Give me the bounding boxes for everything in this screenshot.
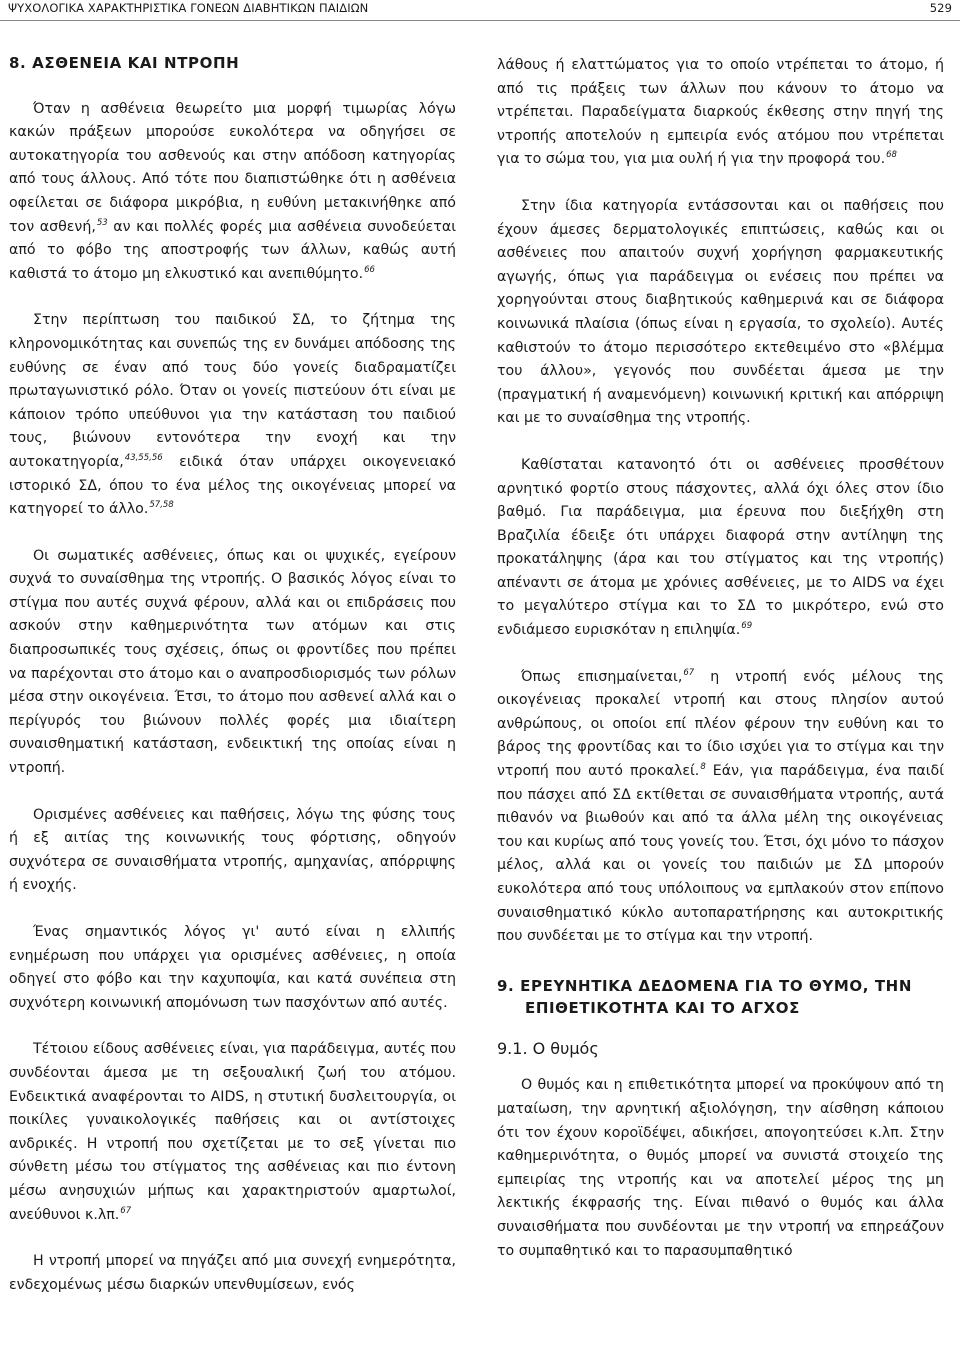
paragraph: Τέτοιου είδους ασθένειες είναι, για παράδειγμα, αυτές που συνδέονται άμεσα με τη σεξουαλική ζωή του ατόμου. Ενδεικτικά αναφέρονται το AIDS, η στυτική δυσλειτουργία, οι ποικίλες γυναικολογικές παθήσεις και οι αντίστοιχες ανδρικές. Η ντροπή που σχετίζεται με το σεξ γίνεται πιο σύνθετη μέσω του στίγματος της ασθένειας και πιο έντονη μέσω ανησυχιών μήπως και χαρακτηριστούν αμαρτωλοί, ανεύθυνοι κ.λπ.$^{67}$: [9, 1041, 456, 1223]
header-rule: [0, 20, 960, 21]
section-heading-8: 8. ΑΣΘΕΝΕΙΑ ΚΑΙ ΝΤΡΟΠΗ: [9, 54, 240, 72]
right-column: [497, 54, 944, 1286]
paragraph: Όπως επισημαίνεται,$^{67}$ η ντροπή ενός μέλους της οικογένειας προκαλεί ντροπή και στους πλησίον αυτού ανθρώπους, οι οποίοι επί πλέον φέρουν την ευθύνη και το βάρος της φροντίδας και το ίδιο ισχύει για το στίγμα και την ντροπή που αυτό προκαλεί.$^8$ Εάν, για παράδειγμα, ένα παιδί που πάσχει από ΣΔ εκτίθεται σε συναισθήματα ντροπής, αυτά πιθανόν να βιωθούν και από τα άλλα μέλη της οικογένειας του και κυρίως από τους γονείς του. Έτσι, όχι μόνο το πάσχον μέλος, αλλά και οι γονείς του παιδιών με ΣΔ μπορούν ευκολότερα από τους υπόλοιπους να εμπλακούν στον επίπονο συναισθηματικό κύκλο αυτοπαρατήρησης και αυτοκριτικής που συνδέεται με το στίγμα και την ντροπή.: [497, 667, 944, 945]
paragraph: Καθίσταται κατανοητό ότι οι ασθένειες προσθέτουν αρνητικό φορτίο στους πάσχοντες, αλλά όχι όλες στον ίδιο βαθμό. Για παράδειγμα, μια έρευνα που διεξήχθη στη Βραζιλία έδειξε ότι υπάρχει διαφορά στην αντίληψη της προκατάληψης (άρα και του στίγματος και της ντροπής) απέναντι σε άτομα με χρόνιες ασθένειες, με το AIDS να έχει το μεγαλύτερο στίγμα και το ΣΔ το μικρότερο, ενώ στο ενδιάμεσο ευρισκόταν η επιληψία.$^{69}$: [497, 456, 944, 639]
paragraph: Όταν η ασθένεια θεωρείτο μια μορφή τιμωρίας λόγω κακών πράξεων μπορούσε ευκολότερα να οδηγήσει σε αυτοκατηγορία του ασθενούς και στην απόδοση κατηγορίας από τους άλλους. Από τότε που διαπιστώθηκε ότι η ασθένεια οφείλεται σε διάφορα μικρόβια, η ευθύνη μετακινήθηκε από τον ασθενή,$^{53}$ αν και πολλές φορές μια ασθένεια συνοδεύεται από το φόβο της αποστροφής των άλλων, καθώς αυτή καθιστά το άτομο μη ελκυστικό και ανεπιθύμητο.$^{66}$: [9, 100, 456, 282]
paragraph: Ο θυμός και η επιθετικότητα μπορεί να προκύψουν από τη ματαίωση, την αρνητική αξιολόγηση, την αίσθηση κάποιου ότι τον έχουν κοροϊδέψει, αδικήσει, απογοητεύσει κ.λπ. Στην καθημερινότητα, ο θυμός μπορεί να συνιστά στοιχείο της εμπειρίας της ντροπής και να αποτελεί μέρος της μη λεκτικής έκφρασής της. Είναι πιθανό ο θυμός και άλλα συναισθήματα που συνδέονται με την ντροπή να επηρεάζουν το συμπαθητικό και το παρασυμπαθητικό: [497, 1077, 944, 1259]
paragraph: Ορισμένες ασθένειες και παθήσεις, λόγω της φύσης τους ή εξ αιτίας της κοινωνικής τους φόρτισης, οδηγούν συχνότερα σε συναισθήματα ντροπής, αμηχανίας, απόρριψης ή ενοχής.: [9, 806, 456, 894]
paragraph: Στην ίδια κατηγορία εντάσσονται και οι παθήσεις που έχουν άμεσες δερματολογικές επιπτώσεις, καθώς και οι ασθένειες που απαιτούν συχνή χορήγηση φαρμακευτικής αγωγής, όπως για παράδειγμα οι ενέσεις που πρέπει να χορηγούνται στους διαβητικούς καθημερινά και σε διάφορα κοινωνικά πλαίσια (όπως είναι η εργασία, το σχολείο). Αυτές καθιστούν το άτομο περισσότερο εκτεθειμένο στο «βλέμμα του άλλου», γεγονός που συνδέεται άμεσα με την (πραγματική ή αναμενόμενη) κοινωνική κριτική και απόρριψη και με το συναίσθημα της ντροπής.: [497, 197, 944, 427]
running-header: [0, 0, 960, 22]
citation-ref: 53: [96, 217, 108, 228]
citation-ref: 69: [741, 621, 753, 632]
left-column: [9, 52, 456, 1320]
subsection-heading-9-1: 9.1. Ο θυμός: [497, 1038, 599, 1058]
citation-ref: 43,55,56: [124, 452, 163, 463]
citation-ref: 68: [886, 150, 897, 161]
citation-ref: 57,58: [149, 500, 174, 511]
citation-ref: 67: [120, 1205, 132, 1216]
paragraph: Η ντροπή μπορεί να πηγάζει από μια συνεχή ενημερότητα, ενδεχομένως μέσω διαρκών υπενθυμίσεων, ενός: [9, 1253, 456, 1293]
paragraph: Στην περίπτωση του παιδικού ΣΔ, το ζήτημα της κληρονομικότητας και συνεπώς της εν δυνάμει απόδοσης της ευθύνης σε έναν από τους δύο γονείς διαδραματίζει πρωταγωνιστικό ρόλο. Όταν οι γονείς πιστεύουν ότι είναι με κάποιον τρόπο υπεύθυνοι για την κατάσταση του παιδιού τους, βιώνουν εντονότερα την ενοχή και την αυτοκατηγορία,$^{43,55,56}$ ειδικά όταν υπάρχει οικογενειακό ιστορικό ΣΔ, όπου το ένα μέλος της οικογένειας μπορεί να κατηγορεί το άλλο.$^{57,58}$: [9, 312, 456, 518]
section-heading-9: 9. ΕΡΕΥΝΗΤΙΚΑ ΔΕΔΟΜΕΝΑ ΓΙΑ ΤΟ ΘΥΜΟ, ΤΗΝ ΕΠΙΘΕΤΙΚΟΤΗΤΑ ΚΑΙ ΤΟ ΑΓΧΟΣ: [497, 976, 912, 1017]
paragraph: Ένας σημαντικός λόγος γι' αυτό είναι η ελλιπής ενημέρωση που υπάρχει για ορισμένες ασθένειες, η οποία οδηγεί στο φόβο και την καχυποψία, και κατά συνέπεια στη συχνότερη κοινωνική απομόνωση των πασχόντων από αυτές.: [9, 924, 456, 1011]
citation-ref: 67: [683, 667, 695, 678]
paragraph: Οι σωματικές ασθένειες, όπως και οι ψυχικές, εγείρουν συχνά το συναίσθημα της ντροπής. Ο βασικός λόγος είναι το στίγμα που αυτές συχνά φέρουν, αλλά και οι επιδράσεις που ασκούν στην καθημερινότητα των ατόμων και στις διαπροσωπικές τους σχέσεις, όπως οι φροντίδες που πρέπει να παρέχονται στο άτομο και ο αναπροσδιορισμός των ρόλων μέσα στην οικογένεια. Έτσι, το άτομο που ασθενεί αλλά και ο περίγυρός του βιώνουν πολλές φορές μια ιδιαίτερη συναισθηματική κατάσταση, ενδεικτική της οποίας είναι η ντροπή.: [9, 547, 456, 777]
citation-ref: 8: [700, 762, 706, 773]
citation-ref: 66: [364, 264, 375, 275]
page-number: 529: [929, 1, 952, 15]
paragraph: λάθους ή ελαττώματος για το οποίο ντρέπεται το άτομο, ή από τις πράξεις των άλλων που κάνουν το άτομο να ντρέπεται. Παραδείγματα διαρκούς έκθεσης στην πηγή της ντροπής αποτελούν η εμπειρία ενός ατόμου που ντρέπεται για το σώμα του, για μια ουλή ή για την προφορά του.$^{68}$: [497, 57, 944, 168]
running-title: ΨΥΧΟΛΟΓΙΚΑ ΧΑΡΑΚΤΗΡΙΣΤΙΚΑ ΓΟΝΕΩΝ ΔΙΑΒΗΤΙΚΩΝ ΠΑΙΔΙΩΝ: [8, 1, 369, 15]
